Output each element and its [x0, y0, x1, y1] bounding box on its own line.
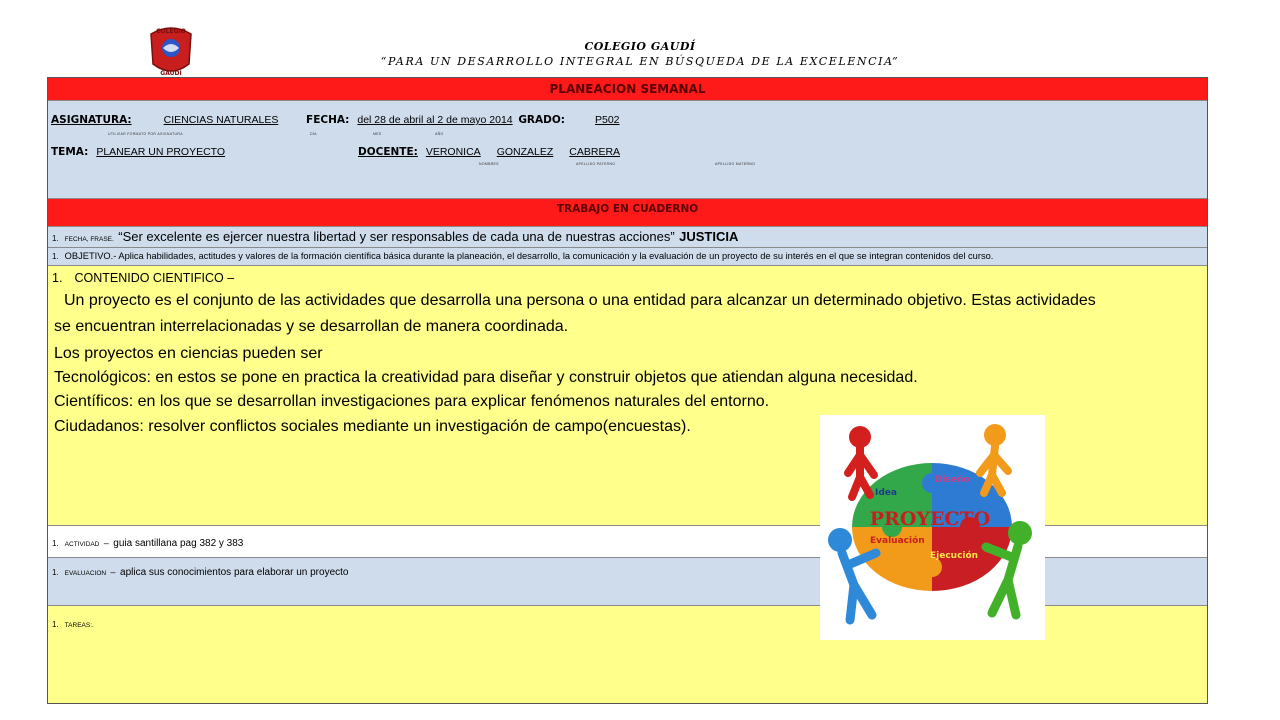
illustration-idea: Idea — [875, 488, 897, 498]
logo-text-bottom: GAUDI — [160, 70, 182, 77]
illustration-diseno: Diseño — [935, 475, 970, 485]
evaluacion-text: aplica sus conocimientos para elaborar un proyecto — [120, 567, 349, 578]
grado-label: GRADO: — [518, 114, 565, 126]
objetivo-number: 1. — [52, 252, 59, 261]
hint-anio: AÑO — [435, 132, 444, 136]
logo-text-top: COLEGIO — [156, 28, 186, 35]
school-motto: “PARA UN DESARROLLO INTEGRAL EN BÚSQUEDA DE LA EXCELENCIA” — [380, 55, 900, 68]
tareas-label: TAREAS:. — [64, 622, 94, 629]
section-title: TRABAJO EN CUADERNO — [48, 199, 1207, 227]
docente-paterno: GONZALEZ — [496, 146, 554, 158]
frase-number: 1. — [52, 234, 59, 243]
asignatura-line — [51, 114, 650, 126]
plan-title: PLANEACION SEMANAL — [48, 78, 1207, 101]
docente-materno: CABRERA — [569, 146, 621, 158]
frase-row — [48, 227, 1207, 248]
info-section — [48, 101, 1207, 199]
project-puzzle-illustration — [820, 415, 1045, 640]
contenido-p1: Un proyecto es el conjunto de las actividades que desarrolla una persona o una entidad para alcanzar un determinado objetivo. Estas actividades — [64, 292, 1096, 309]
hint-materno: APELLIDO MATERNO — [715, 162, 756, 166]
contenido-number: 1. — [52, 271, 63, 285]
fecha-value: del 28 de abril al 2 de mayo 2014 — [357, 114, 513, 126]
red-figure-icon — [848, 426, 874, 497]
tema-value: PLANEAR UN PROYECTO — [96, 146, 226, 158]
actividad-number: 1. — [52, 539, 59, 548]
docente-label: DOCENTE: — [358, 146, 418, 158]
objetivo-text: OBJETIVO.- Aplica habilidades, actitudes y valores de la formación científica básica durante la planeación, el desarrollo, la comunicación y la evaluación de un proyecto de su interés en el que se integran contenidos del curso. — [64, 251, 994, 261]
contenido-p4: Tecnológicos: en estos se pone en practica la creatividad para diseñar y construir objetos que atiendan alguna necesidad. — [54, 369, 918, 386]
illustration-evaluacion: Evaluación — [870, 536, 925, 546]
asignatura-label: ASIGNATURA: — [51, 114, 132, 126]
frase-text: “Ser excelente es ejercer nuestra libertad y ser responsables de cada una de nuestras acciones” — [118, 229, 675, 244]
contenido-heading: CONTENIDO CIENTIFICO – — [74, 271, 235, 285]
hint-paterno: APELLIDO PATERNO — [576, 162, 616, 166]
tareas-number: 1. — [52, 620, 59, 629]
contenido-p2: se encuentran interrelacionadas y se desarrollan de manera coordinada. — [54, 318, 569, 335]
hint-mes: MES — [373, 132, 382, 136]
asignatura-value: CIENCIAS NATURALES — [163, 114, 279, 126]
actividad-dash: – — [103, 538, 109, 548]
contenido-p6: Ciudadanos: resolver conflictos sociales mediante un investigación de campo(encuestas). — [54, 418, 691, 435]
actividad-text: guia santillana pag 382 y 383 — [113, 538, 244, 549]
evaluacion-number: 1. — [52, 568, 59, 577]
tema-line — [51, 146, 229, 158]
tema-label: TEMA: — [51, 146, 89, 158]
actividad-label: ACTIVIDAD — [64, 541, 100, 548]
docente-nombre: VERONICA — [425, 146, 481, 158]
objetivo-row — [48, 248, 1207, 266]
contenido-p3: Los proyectos en ciencias pueden ser — [54, 345, 323, 362]
frase-value: JUSTICIA — [679, 229, 739, 244]
contenido-p5: Científicos: en los que se desarrollan investigaciones para explicar fenómenos naturales del entorno. — [54, 393, 770, 410]
evaluacion-dash: – — [110, 567, 116, 577]
hint-nombres: NOMBRES — [479, 162, 499, 166]
contenido-heading-line — [52, 271, 234, 285]
fecha-label: FECHA: — [306, 114, 350, 126]
school-name: COLEGIO GAUDÍ — [584, 40, 696, 53]
grado-value: P502 — [594, 114, 620, 126]
illustration-center: PROYECTO — [869, 508, 991, 530]
frase-label: FECHA, FRASE. — [64, 236, 114, 243]
evaluacion-label: EVALUACION — [64, 570, 107, 577]
hint-asignatura: UTILIZAR FORMATO POR ASIGNATURA — [108, 132, 183, 136]
illustration-ejecucion: Ejecución — [930, 551, 979, 561]
hint-dia: DÍA — [310, 132, 317, 136]
docente-line — [358, 146, 780, 158]
